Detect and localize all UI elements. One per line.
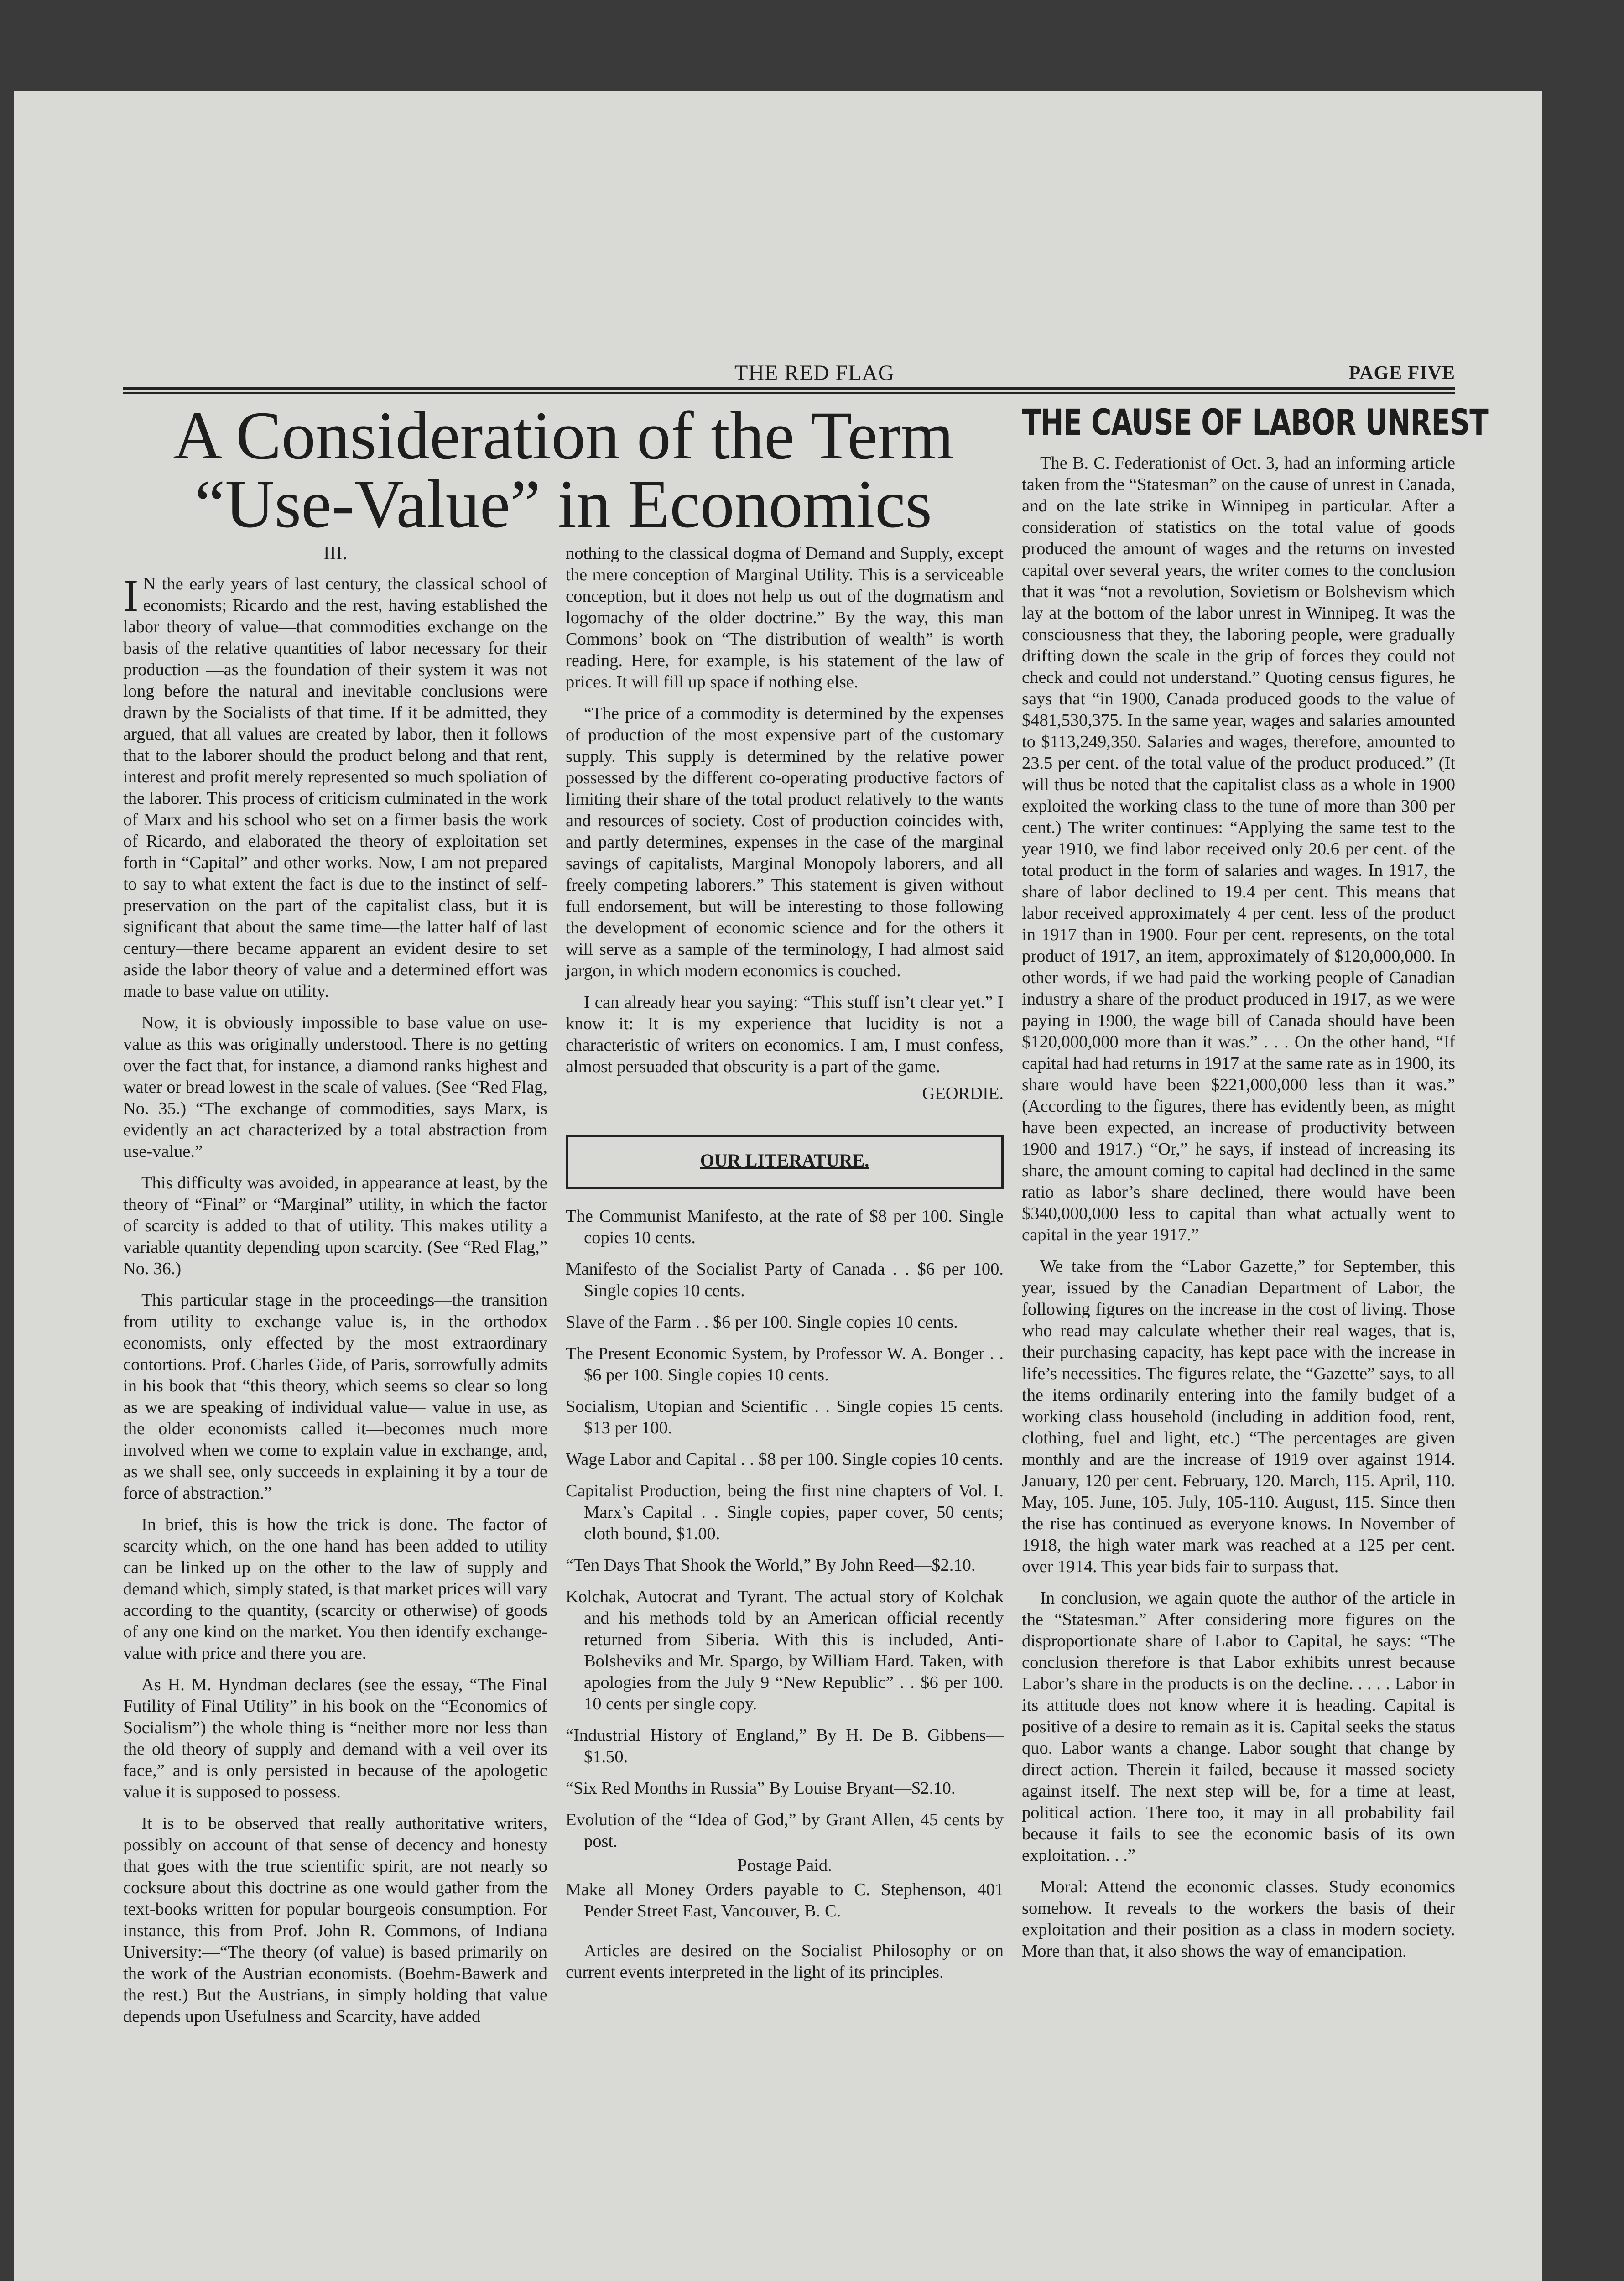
section-number: III.	[323, 543, 348, 564]
article-paragraph: Moral: Attend the economic classes. Study economics somehow. It reveals to the workers the basis of their exploitation and their position as a class in modern society. More than that, it also shows the way of emancipation.	[1022, 1877, 1455, 1961]
paragraph-text: N the early years of last century, the classical school of economists; Ricardo and the rest, having established the labor theory of value—that commodities exchange on the basis of the relative quantities of labor necessary for their production —as the foundation of their system it was not long before the natural and inevitable conclusions were drawn by the Socialists of that time. If it be admitted, they argued, that all values are created by labor, then it follows that to the laborer should the product belong and that rent, interest and profit merely represented so much spoliation of the laborer. This process of criticism culminated in the work of Marx and his school who set on a firmer basis the work of Ricardo, and elaborated the theory of exploitation set forth in “Capital” and other works. Now, I am not prepared to say to what extent the fact is due to the instinct of self-preservation on the part of the capitalist class, but it is significant that about the same time—the latter half of last century—there became apparent an evident desire to set aside the labor theory of value and a determined effort was made to base value on utility.	[123, 574, 547, 1001]
postage-note: Postage Paid.	[737, 1856, 832, 1875]
literature-item: “Six Red Months in Russia” By Louise Bryant—$2.10.	[566, 1779, 956, 1798]
article-paragraph: The B. C. Federationist of Oct. 3, had an informing article taken from the “Statesman” on the cause of unrest in Canada, and on the late strike in Winnipeg in particular. After a consideration of statistics on the total value of goods produced the amount of wages and the returns on invested capital over several years, the writer comes to the conclusion that it was “not a revolution, Sovietism or Bolshevism which lay at the bottom of the labor unrest in Winnipeg. It was the consciousness that they, the laboring people, were gradually drifting down the scale in the grip of forces they could not check and could not understand.” Quoting census figures, he says that “in 1900, Canada produced goods to the value of $481,530,375. In the same year, wages and salaries amounted to $113,249,350. Salaries and wages, therefore, amounted to 23.5 per cent. of the total value of the product produced.” (It will thus be noted that the capitalist class as a whole in 1900 exploited the working class to the tune of more than 300 per cent.) The writer continues: “Applying the same test to the year 1910, we find labor received only 20.6 per cent. of the total product in the form of salaries and wages. In 1917, the share of labor declined to 19.4 per cent. This means that labor received approximately 4 per cent. less of the product in 1917 than in 1900. Four per cent. represents, on the total product of 1917, an item, approximately of $120,000,000. In other words, if we had paid the working people of Canadian industry a share of the product produced in 1917, as we were paying in 1900, the wage bill of Canada should have been $120,000,000 more than it was.” . . . On the other hand, “If capital had had returns in 1917 at the same rate as in 1900, its share would have been $221,000,000 less than it was.” (According to the figures, there has evidently been, as might have been expected, an increase of productivity between 1900 and 1917.) “Or,” he says, if instead of increasing its share, the amount coming to capital had declined in the same ratio as labor’s share declined, there would have been $340,000,000 less to capital than what actually went to capital in the year 1917.”	[1022, 453, 1455, 1245]
drop-cap: I	[123, 570, 139, 621]
literature-item: Kolchak, Autocrat and Tyrant. The actual story of Kolchak and his methods told by an American official recently returned from Siberia. With this is included, Anti-Bolsheviks and Mr. Spargo, by William Hard. Taken, with apologies from the July 9 “New Republic” . . $6 per 100. 10 cents per single copy.	[566, 1587, 1004, 1713]
column-2	[566, 543, 1004, 1993]
literature-item: Evolution of the “Idea of God,” by Grant Allen, 45 cents by post.	[566, 1810, 1004, 1851]
article-paragraph: I can already hear you saying: “This stuff isn’t clear yet.” I know it: It is my experience that lucidity is not a characteristic of writers on economics. I am, I must confess, almost persuaded that obscurity is a part of the game.	[566, 993, 1004, 1076]
article-paragraph: As H. M. Hyndman declares (see the essay, “The Final Futility of Final Utility” in his book on the “Economics of Socialism”) the whole thing is “neither more nor less than the old theory of supply and demand with a veil over its face,” and is only persisted in because of the apologetic value it is supposed to possess.	[123, 1675, 547, 1802]
literature-title: OUR LITERATURE.	[700, 1150, 869, 1171]
literature-item: Capitalist Production, being the first nine chapters of Vol. I. Marx’s Capital . . Single copies, paper cover, 50 cents; cloth bound, $1.00.	[566, 1481, 1004, 1543]
article-paragraph: This particular stage in the proceedings—the transition from utility to exchange value—is, in the orthodox economists, only effected by the most extraordinary contortions. Prof. Charles Gide, of Paris, sorrowfully admits in his book that “this theory, which seems so clear so long as we are speaking of individual value— value in use, as the older economists called it—becomes much more involved when we come to explain value in exchange, and, as we shall see, only succeeds in explaining it by a tour de force of abstraction.”	[123, 1291, 547, 1503]
column-1	[123, 543, 547, 2037]
literature-item: Wage Labor and Capital . . $8 per 100. Single copies 10 cents.	[566, 1450, 1004, 1469]
article-headline: A Consideration of the Term “Use-Value” in Economics	[173, 398, 954, 542]
literature-list	[566, 1206, 1004, 1983]
literature-item: The Present Economic System, by Professor W. A. Bonger . . $6 per 100. Single copies 10 cents.	[566, 1344, 1004, 1385]
money-order-note: Make all Money Orders payable to C. Stephenson, 401 Pender Street East, Vancouver, B. C.	[566, 1880, 1004, 1921]
literature-item: “Ten Days That Shook the World,” By John Reed—$2.10.	[566, 1556, 976, 1575]
article-paragraph: “The price of a commodity is determined by the expenses of production of the most expensive part of the customary supply. This supply is determined by the relative power possessed by the different co-operating productive factors of limiting their share of the total product relatively to the wants and resources of society. Cost of production coincides with, and partly determines, expenses in the case of the marginal savings of capitalists, Marginal Monopoly laborers, and all freely competing laborers.” This statement is given without full endorsement, but will be interesting to those following the development of economic science and for the others it will serve as a sample of the terminology, I had almost said jargon, in which modern economics is couched.	[566, 704, 1004, 980]
newspaper-page	[123, 360, 1488, 2281]
literature-item: The Communist Manifesto, at the rate of $8 per 100. Single copies 10 cents.	[566, 1207, 1004, 1247]
article-paragraph: We take from the “Labor Gazette,” for September, this year, issued by the Canadian Department of Labor, the following figures on the increase in the cost of living. Those who read may calculate whether their real wages, that is, their purchasing capacity, has kept pace with the increase in life’s necessities. The figures relate, the “Gazette” says, to all the items ordinarily entering into the family budget of a working class household (including in addition food, rent, clothing, fuel and light, etc.) “The percentages are given monthly and are the increase of 1919 over against 1914. January, 120 per cent. February, 120. March, 115. April, 110. May, 105. June, 105. July, 105-110. August, 115. Since then the rise has continued as everyone knows. In November of 1918, the high water mark was reached at a 125 per cent. over 1914. This year bids fair to surpass that.	[1022, 1257, 1455, 1576]
newspaper-sheet	[14, 91, 1542, 2281]
running-header	[123, 360, 1455, 388]
article-paragraph: It is to be observed that really authoritative writers, possibly on account of that sense of decency and honesty that goes with the true scientific spirit, are not nearly so cocksure about this doctrine as one would gather from the text-books written for popular bourgeois consumption. For instance, this from Prof. John R. Commons, of Indiana University:—“The theory (of value) is based primarily on the work of the Austrian economists. (Boehm-Bawerk and the rest.) But the Austrians, in simply holding that value depends upon Usefulness and Scarcity, have added	[123, 1814, 547, 2026]
article-paragraph: In brief, this is how the trick is done. The factor of scarcity which, on the one hand has been added to utility can be linked up on the other to the law of supply and demand which, simply stated, is that market prices will vary according to the quantity, (scarcity or otherwise) of goods of any one kind on the market. You then identify exchange-value with price and there you are.	[123, 1515, 547, 1663]
article-paragraph: This difficulty was avoided, in appearance at least, by the theory of “Final” or “Marginal” utility, in which the factor of scarcity is added to that of utility. This makes utility a variable quantity depending upon scarcity. (See “Red Flag,” No. 36.)	[123, 1173, 547, 1278]
article-paragraph: Now, it is obviously impossible to base value on use-value as this was originally understood. There is no getting over the fact that, for instance, a diamond ranks highest and water or bread lowest in the scale of values. (See “Red Flag, No. 35.) “The exchange of commodities, says Marx, is evidently an act characterized by a total abstraction from use-value.”	[123, 1013, 547, 1161]
literature-item: Socialism, Utopian and Scientific . . Single copies 15 cents. $13 per 100.	[566, 1397, 1004, 1437]
header-rule-thin	[123, 392, 1455, 394]
literature-item: Slave of the Farm . . $6 per 100. Single copies 10 cents.	[566, 1312, 958, 1332]
literature-item: “Industrial History of England,” By H. De B. Gibbens—$1.50.	[566, 1726, 1004, 1766]
author-signature: GEORDIE.	[922, 1084, 1004, 1103]
article-paragraph	[123, 570, 547, 1002]
article-paragraph: In conclusion, we again quote the author of the article in the “Statesman.” After considering more figures on the disproportionate share of Labor to Capital, he says: “The conclusion therefore is that Labor exhibits unrest because Labor’s share in the products is on the decline. . . . . Labor in its attitude does not know where it is heading. Capital is positive of a desire to remain as it is. Capital seeks the status quo. Labor wants a change. Labor sought that change by direct action. Therein it failed, because it massed society against itself. The next step will be, for a time at least, political action. There too, it may in all probability fail because it fails to see the economic basis of its own exploitation. . .”	[1022, 1588, 1455, 1865]
literature-item: Manifesto of the Socialist Party of Canada . . $6 per 100. Single copies 10 cents.	[566, 1260, 1004, 1300]
literature-box	[566, 1135, 1004, 1189]
publication-name: THE RED FLAG	[734, 361, 895, 385]
column-3	[1022, 402, 1488, 1972]
article-paragraph: nothing to the classical dogma of Demand and Supply, except the mere conception of Marginal Utility. This is a serviceable conception, but it does not help us out of the dogmatism and logomachy of the older doctrine.” By the way, this man Commons’ book on “The distribution of wealth” is worth reading. Here, for example, is his statement of the law of prices. It will fill up space if nothing else.	[566, 544, 1004, 692]
header-rule	[123, 387, 1455, 390]
page-label: PAGE FIVE	[1348, 363, 1455, 384]
labor-unrest-headline: THE CAUSE OF LABOR UNREST	[1022, 402, 1488, 443]
articles-wanted-note: Articles are desired on the Socialist Philosophy or on current events interpreted in the light of its principles.	[566, 1941, 1004, 1982]
